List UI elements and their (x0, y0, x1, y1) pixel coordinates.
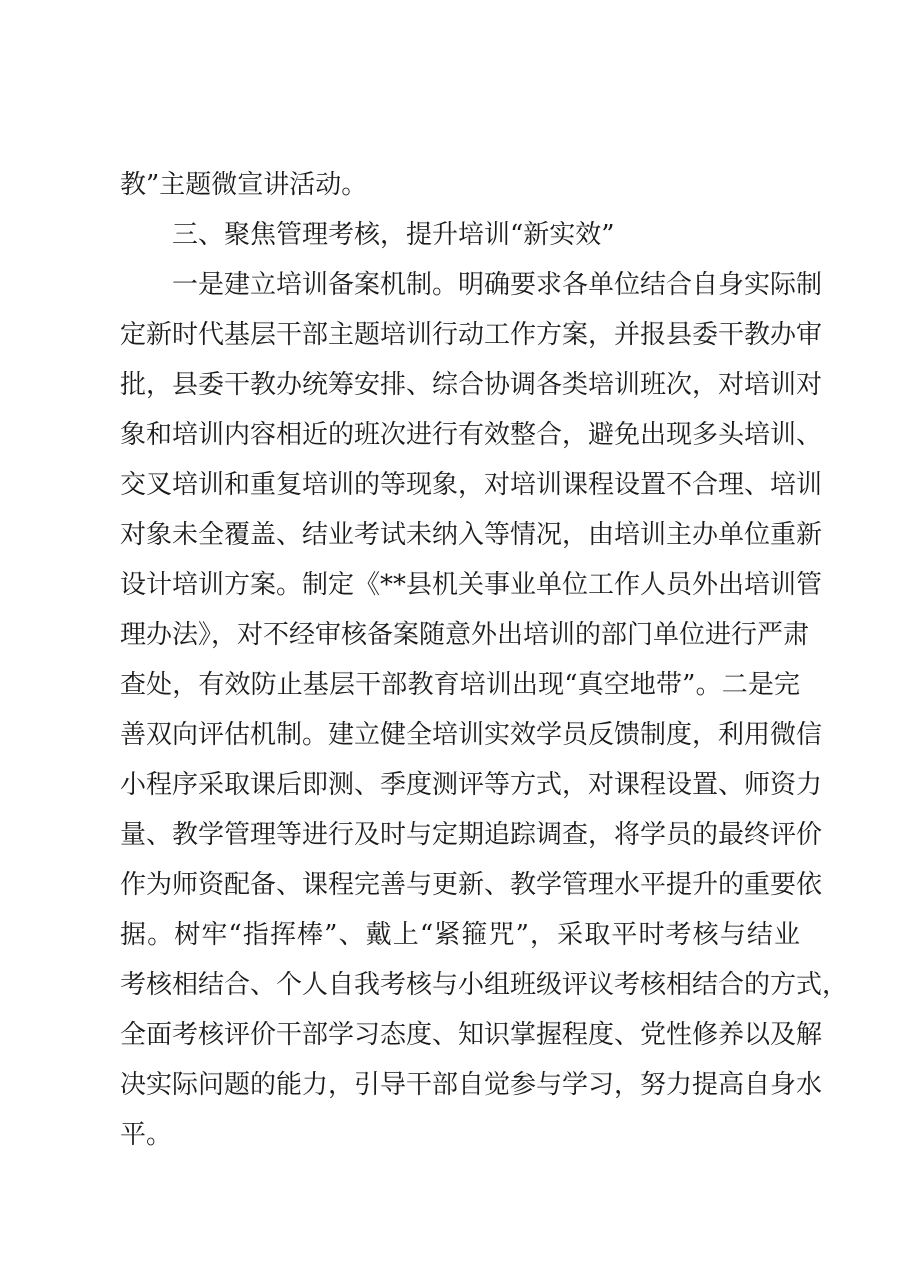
paragraph-line: 决实际问题的能力，引导干部自觉参与学习，努力提高自身水 (120, 1070, 823, 1100)
paragraph-line: 全面考核评价干部学习态度、知识掌握程度、党性修养以及解 (120, 1020, 823, 1050)
paragraph-line: 善双向评估机制。建立健全培训实效学员反馈制度，利用微信 (120, 720, 823, 750)
paragraph-line: 对象未全覆盖、结业考试未纳入等情况，由培训主办单位重新 (120, 520, 823, 550)
paragraph-line: 象和培训内容相近的班次进行有效整合，避免出现多头培训、 (120, 420, 823, 450)
paragraph-line: 量、教学管理等进行及时与定期追踪调查，将学员的最终评价 (120, 820, 823, 850)
paragraph-line: 定新时代基层干部主题培训行动工作方案，并报县委干教办审 (120, 320, 823, 350)
paragraph-line: 一是建立培训备案机制。明确要求各单位结合自身实际制 (172, 270, 823, 300)
paragraph-line: 查处，有效防止基层干部教育培训出现“真空地带”。二是完 (120, 670, 800, 700)
paragraph-line: 据。树牢“指挥棒”、戴上“紧箍咒”，采取平时考核与结业 (120, 920, 800, 950)
paragraph-line: 设计培训方案。制定《**县机关事业单位工作人员外出培训管 (120, 570, 823, 600)
section-heading: 三、聚焦管理考核，提升培训“新实效” (172, 220, 615, 250)
carryover-line: 教”主题微宣讲活动。 (120, 170, 368, 200)
paragraph-line: 交叉培训和重复培训的等现象，对培训课程设置不合理、培训 (120, 470, 823, 500)
paragraph-line: 理办法》，对不经审核备案随意外出培训的部门单位进行严肃 (120, 620, 810, 650)
paragraph-line: 平。 (120, 1120, 173, 1150)
paragraph-line: 批，县委干教办统筹安排、综合协调各类培训班次，对培训对 (120, 370, 823, 400)
paragraph-line: 考核相结合、个人自我考核与小组班级评议考核相结合的方式， (120, 970, 849, 1000)
paragraph-line: 作为师资配备、课程完善与更新、教学管理水平提升的重要依 (120, 870, 823, 900)
paragraph-line: 小程序采取课后即测、季度测评等方式，对课程设置、师资力 (120, 770, 823, 800)
